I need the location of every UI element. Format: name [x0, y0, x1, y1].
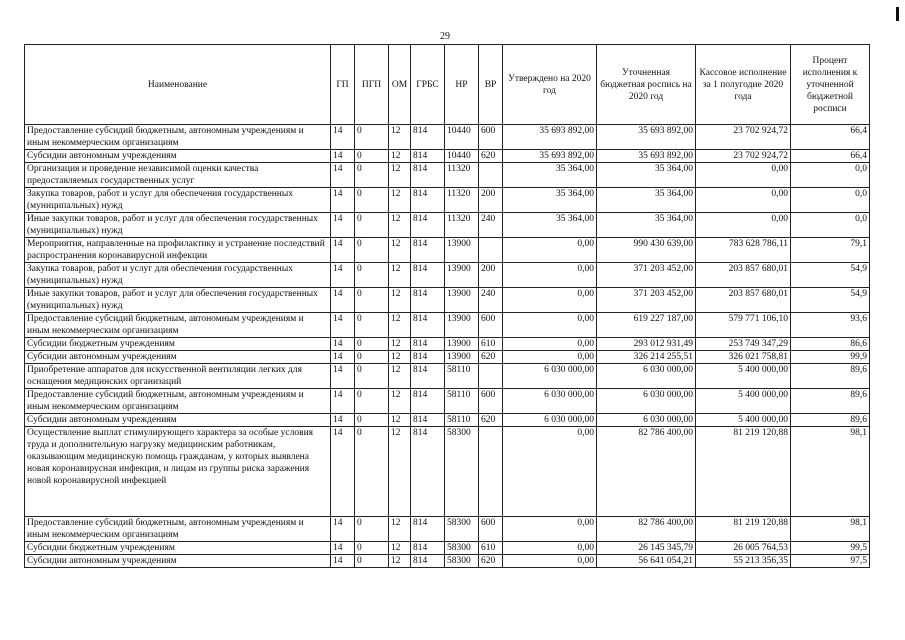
header-om: ОМ — [389, 45, 411, 125]
cell-approved: 0,00 — [503, 542, 597, 555]
cell-om: 12 — [389, 427, 411, 517]
cell-pgp: 0 — [355, 414, 389, 427]
cell-name: Предоставление субсидий бюджетным, автономным учреждениям и иным некоммерческим организациям — [25, 389, 331, 414]
cell-percent: 66,4 — [791, 150, 870, 163]
cell-gp: 14 — [331, 213, 355, 238]
cell-name: Закупка товаров, работ и услуг для обеспечения государственных (муниципальных) нужд — [25, 263, 331, 288]
cell-vr — [479, 427, 503, 517]
cell-cash: 26 005 764,53 — [696, 542, 791, 555]
cell-percent: 93,6 — [791, 313, 870, 338]
cell-grbs: 814 — [411, 351, 445, 364]
cell-grbs: 814 — [411, 125, 445, 150]
cell-nr: 58110 — [445, 389, 479, 414]
cell-cash: 81 219 120,88 — [696, 517, 791, 542]
cell-cash: 0,00 — [696, 188, 791, 213]
cell-approved: 0,00 — [503, 351, 597, 364]
cell-percent: 98,1 — [791, 517, 870, 542]
cell-refined: 56 641 054,21 — [597, 555, 696, 568]
cell-vr — [479, 364, 503, 389]
cell-name: Субсидии автономным учреждениям — [25, 150, 331, 163]
cell-percent: 0,0 — [791, 213, 870, 238]
cell-name: Закупка товаров, работ и услуг для обеспечения государственных (муниципальных) нужд — [25, 188, 331, 213]
cell-cash: 81 219 120,88 — [696, 427, 791, 517]
cell-gp: 14 — [331, 163, 355, 188]
cell-name: Приобретение аппаратов для искусственной вентиляции легких для оснащения медицинских организаций — [25, 364, 331, 389]
cell-refined: 35 693 892,00 — [597, 125, 696, 150]
cell-name: Субсидии автономным учреждениям — [25, 555, 331, 568]
cell-pgp: 0 — [355, 125, 389, 150]
cell-cash: 5 400 000,00 — [696, 414, 791, 427]
table-row — [25, 263, 870, 288]
cell-om: 12 — [389, 389, 411, 414]
cell-vr — [479, 238, 503, 263]
cell-refined: 26 145 345,79 — [597, 542, 696, 555]
cell-refined: 35 364,00 — [597, 188, 696, 213]
cell-percent: 89,6 — [791, 364, 870, 389]
cell-vr — [479, 163, 503, 188]
cell-cash: 23 702 924,72 — [696, 125, 791, 150]
page-number: 29 — [440, 31, 450, 42]
cell-pgp: 0 — [355, 163, 389, 188]
header-refined: Уточненная бюджетная роспись на 2020 год — [597, 45, 696, 125]
cell-grbs: 814 — [411, 163, 445, 188]
cell-percent: 89,6 — [791, 389, 870, 414]
cell-vr: 610 — [479, 542, 503, 555]
cell-gp: 14 — [331, 427, 355, 517]
cell-approved: 6 030 000,00 — [503, 414, 597, 427]
header-percent: Процент исполнения к уточненной бюджетной росписи — [791, 45, 870, 125]
cell-refined: 293 012 931,49 — [597, 338, 696, 351]
cell-grbs: 814 — [411, 338, 445, 351]
cell-om: 12 — [389, 542, 411, 555]
cell-vr: 620 — [479, 414, 503, 427]
cell-name: Осуществление выплат стимулирующего характера за особые условия труда и дополнительную нагрузку медицинским работникам, оказывающим медицинскую помощь гражданам, у которых выявлена новая коронавирусная инфекция, и лицам из группы риска заражения новой коронавирусной инфекцией — [25, 427, 331, 517]
cell-grbs: 814 — [411, 414, 445, 427]
cell-percent: 99,5 — [791, 542, 870, 555]
cell-gp: 14 — [331, 351, 355, 364]
table-row — [25, 517, 870, 542]
cell-cash: 0,00 — [696, 213, 791, 238]
table-row — [25, 338, 870, 351]
cell-refined: 371 203 452,00 — [597, 263, 696, 288]
cell-pgp: 0 — [355, 150, 389, 163]
cell-approved: 35 364,00 — [503, 188, 597, 213]
cell-vr: 600 — [479, 125, 503, 150]
table-row — [25, 238, 870, 263]
header-vr: ВР — [479, 45, 503, 125]
cell-vr: 600 — [479, 313, 503, 338]
cell-om: 12 — [389, 288, 411, 313]
cell-name: Организация и проведение независимой оценки качества предоставляемых государственных услуг — [25, 163, 331, 188]
cell-gp: 14 — [331, 389, 355, 414]
cell-om: 12 — [389, 555, 411, 568]
cell-nr: 11320 — [445, 188, 479, 213]
cell-refined: 6 030 000,00 — [597, 364, 696, 389]
cell-nr: 13900 — [445, 338, 479, 351]
cell-cash: 326 021 758,81 — [696, 351, 791, 364]
cell-name: Иные закупки товаров, работ и услуг для обеспечения государственных (муниципальных) нужд — [25, 288, 331, 313]
cell-refined: 35 693 892,00 — [597, 150, 696, 163]
cell-nr: 11320 — [445, 213, 479, 238]
cell-name: Предоставление субсидий бюджетным, автономным учреждениям и иным некоммерческим организациям — [25, 313, 331, 338]
cell-vr: 600 — [479, 517, 503, 542]
cell-pgp: 0 — [355, 389, 389, 414]
cell-pgp: 0 — [355, 517, 389, 542]
cell-gp: 14 — [331, 188, 355, 213]
cell-approved: 35 364,00 — [503, 163, 597, 188]
header-grbs: ГРБС — [411, 45, 445, 125]
cell-om: 12 — [389, 414, 411, 427]
scan-edge-mark — [896, 7, 899, 21]
cell-gp: 14 — [331, 313, 355, 338]
cell-om: 12 — [389, 313, 411, 338]
cell-cash: 5 400 000,00 — [696, 389, 791, 414]
table-row — [25, 288, 870, 313]
cell-percent: 66,4 — [791, 125, 870, 150]
table-row — [25, 313, 870, 338]
cell-gp: 14 — [331, 555, 355, 568]
cell-om: 12 — [389, 263, 411, 288]
cell-nr: 58300 — [445, 555, 479, 568]
cell-refined: 326 214 255,51 — [597, 351, 696, 364]
cell-grbs: 814 — [411, 364, 445, 389]
cell-name: Субсидии бюджетным учреждениям — [25, 338, 331, 351]
cell-grbs: 814 — [411, 288, 445, 313]
cell-om: 12 — [389, 517, 411, 542]
cell-percent: 97,5 — [791, 555, 870, 568]
cell-pgp: 0 — [355, 338, 389, 351]
table-row — [25, 163, 870, 188]
cell-refined: 619 227 187,00 — [597, 313, 696, 338]
cell-cash: 0,00 — [696, 163, 791, 188]
cell-cash: 23 702 924,72 — [696, 150, 791, 163]
table-row — [25, 150, 870, 163]
cell-pgp: 0 — [355, 288, 389, 313]
cell-pgp: 0 — [355, 555, 389, 568]
cell-refined: 371 203 452,00 — [597, 288, 696, 313]
cell-percent: 89,6 — [791, 414, 870, 427]
cell-approved: 35 364,00 — [503, 213, 597, 238]
cell-pgp: 0 — [355, 364, 389, 389]
cell-name: Предоставление субсидий бюджетным, автономным учреждениям и иным некоммерческим организациям — [25, 517, 331, 542]
cell-gp: 14 — [331, 338, 355, 351]
cell-gp: 14 — [331, 288, 355, 313]
cell-gp: 14 — [331, 125, 355, 150]
cell-pgp: 0 — [355, 427, 389, 517]
cell-name: Субсидии автономным учреждениям — [25, 351, 331, 364]
cell-grbs: 814 — [411, 542, 445, 555]
cell-refined: 82 786 400,00 — [597, 517, 696, 542]
cell-cash: 203 857 680,01 — [696, 288, 791, 313]
cell-nr: 10440 — [445, 150, 479, 163]
cell-gp: 14 — [331, 238, 355, 263]
cell-grbs: 814 — [411, 213, 445, 238]
cell-gp: 14 — [331, 517, 355, 542]
cell-vr: 240 — [479, 288, 503, 313]
cell-nr: 58300 — [445, 517, 479, 542]
header-gp: ГП — [331, 45, 355, 125]
cell-pgp: 0 — [355, 263, 389, 288]
cell-cash: 55 213 356,35 — [696, 555, 791, 568]
header-cash: Кассовое исполнение за 1 полугодие 2020 года — [696, 45, 791, 125]
cell-grbs: 814 — [411, 150, 445, 163]
cell-gp: 14 — [331, 364, 355, 389]
cell-om: 12 — [389, 150, 411, 163]
cell-om: 12 — [389, 238, 411, 263]
cell-nr: 13900 — [445, 288, 479, 313]
cell-vr: 200 — [479, 188, 503, 213]
cell-grbs: 814 — [411, 238, 445, 263]
cell-percent: 54,9 — [791, 263, 870, 288]
cell-grbs: 814 — [411, 263, 445, 288]
header-nr: НР — [445, 45, 479, 125]
table-row — [25, 125, 870, 150]
cell-percent: 0,0 — [791, 188, 870, 213]
cell-pgp: 0 — [355, 542, 389, 555]
cell-om: 12 — [389, 188, 411, 213]
cell-name: Предоставление субсидий бюджетным, автономным учреждениям и иным некоммерческим организациям — [25, 125, 331, 150]
cell-pgp: 0 — [355, 188, 389, 213]
table-row — [25, 213, 870, 238]
cell-refined: 990 430 639,00 — [597, 238, 696, 263]
header-pgp: ПГП — [355, 45, 389, 125]
cell-nr: 13900 — [445, 313, 479, 338]
cell-om: 12 — [389, 213, 411, 238]
cell-name: Иные закупки товаров, работ и услуг для обеспечения государственных (муниципальных) нужд — [25, 213, 331, 238]
table-row — [25, 351, 870, 364]
cell-om: 12 — [389, 338, 411, 351]
cell-nr: 58110 — [445, 364, 479, 389]
cell-refined: 82 786 400,00 — [597, 427, 696, 517]
cell-pgp: 0 — [355, 351, 389, 364]
table-row — [25, 427, 870, 517]
cell-percent: 86,6 — [791, 338, 870, 351]
cell-grbs: 814 — [411, 188, 445, 213]
cell-approved: 0,00 — [503, 555, 597, 568]
header-approved: Утверждено на 2020 год — [503, 45, 597, 125]
table-row — [25, 542, 870, 555]
cell-grbs: 814 — [411, 427, 445, 517]
table-body — [25, 125, 870, 568]
cell-nr: 58110 — [445, 414, 479, 427]
cell-percent: 79,1 — [791, 238, 870, 263]
cell-approved: 35 693 892,00 — [503, 150, 597, 163]
cell-grbs: 814 — [411, 555, 445, 568]
cell-nr: 11320 — [445, 163, 479, 188]
cell-gp: 14 — [331, 150, 355, 163]
cell-nr: 13900 — [445, 263, 479, 288]
cell-pgp: 0 — [355, 238, 389, 263]
table-row — [25, 555, 870, 568]
cell-refined: 35 364,00 — [597, 163, 696, 188]
cell-refined: 35 364,00 — [597, 213, 696, 238]
cell-vr: 240 — [479, 213, 503, 238]
cell-vr: 600 — [479, 389, 503, 414]
cell-name: Субсидии автономным учреждениям — [25, 414, 331, 427]
table-row — [25, 188, 870, 213]
cell-approved: 0,00 — [503, 338, 597, 351]
cell-percent: 54,9 — [791, 288, 870, 313]
table-row — [25, 389, 870, 414]
cell-approved: 0,00 — [503, 288, 597, 313]
cell-pgp: 0 — [355, 313, 389, 338]
cell-approved: 0,00 — [503, 313, 597, 338]
cell-om: 12 — [389, 125, 411, 150]
cell-om: 12 — [389, 351, 411, 364]
cell-cash: 5 400 000,00 — [696, 364, 791, 389]
cell-vr: 200 — [479, 263, 503, 288]
cell-percent: 99,9 — [791, 351, 870, 364]
table-row — [25, 364, 870, 389]
cell-vr: 620 — [479, 555, 503, 568]
cell-nr: 13900 — [445, 351, 479, 364]
cell-percent: 98,1 — [791, 427, 870, 517]
table-row — [25, 414, 870, 427]
cell-approved: 35 693 892,00 — [503, 125, 597, 150]
cell-nr: 10440 — [445, 125, 479, 150]
cell-gp: 14 — [331, 542, 355, 555]
cell-name: Субсидии бюджетным учреждениям — [25, 542, 331, 555]
cell-refined: 6 030 000,00 — [597, 389, 696, 414]
cell-grbs: 814 — [411, 517, 445, 542]
cell-cash: 579 771 106,10 — [696, 313, 791, 338]
cell-pgp: 0 — [355, 213, 389, 238]
cell-refined: 6 030 000,00 — [597, 414, 696, 427]
cell-vr: 610 — [479, 338, 503, 351]
cell-approved: 0,00 — [503, 517, 597, 542]
cell-gp: 14 — [331, 263, 355, 288]
cell-om: 12 — [389, 364, 411, 389]
cell-om: 12 — [389, 163, 411, 188]
cell-gp: 14 — [331, 414, 355, 427]
header-row — [25, 45, 870, 125]
cell-approved: 6 030 000,00 — [503, 389, 597, 414]
cell-approved: 0,00 — [503, 427, 597, 517]
cell-nr: 58300 — [445, 427, 479, 517]
cell-vr: 620 — [479, 351, 503, 364]
cell-cash: 203 857 680,01 — [696, 263, 791, 288]
cell-cash: 783 628 786,11 — [696, 238, 791, 263]
cell-approved: 0,00 — [503, 263, 597, 288]
cell-cash: 253 749 347,29 — [696, 338, 791, 351]
cell-approved: 6 030 000,00 — [503, 364, 597, 389]
cell-name: Мероприятия, направленные на профилактику и устранение последствий распространения коронавирусной инфекции — [25, 238, 331, 263]
cell-vr: 620 — [479, 150, 503, 163]
cell-percent: 0,0 — [791, 163, 870, 188]
cell-grbs: 814 — [411, 389, 445, 414]
header-name: Наименование — [25, 45, 331, 125]
cell-grbs: 814 — [411, 313, 445, 338]
cell-approved: 0,00 — [503, 238, 597, 263]
budget-execution-table — [24, 44, 870, 568]
cell-nr: 58300 — [445, 542, 479, 555]
cell-nr: 13900 — [445, 238, 479, 263]
